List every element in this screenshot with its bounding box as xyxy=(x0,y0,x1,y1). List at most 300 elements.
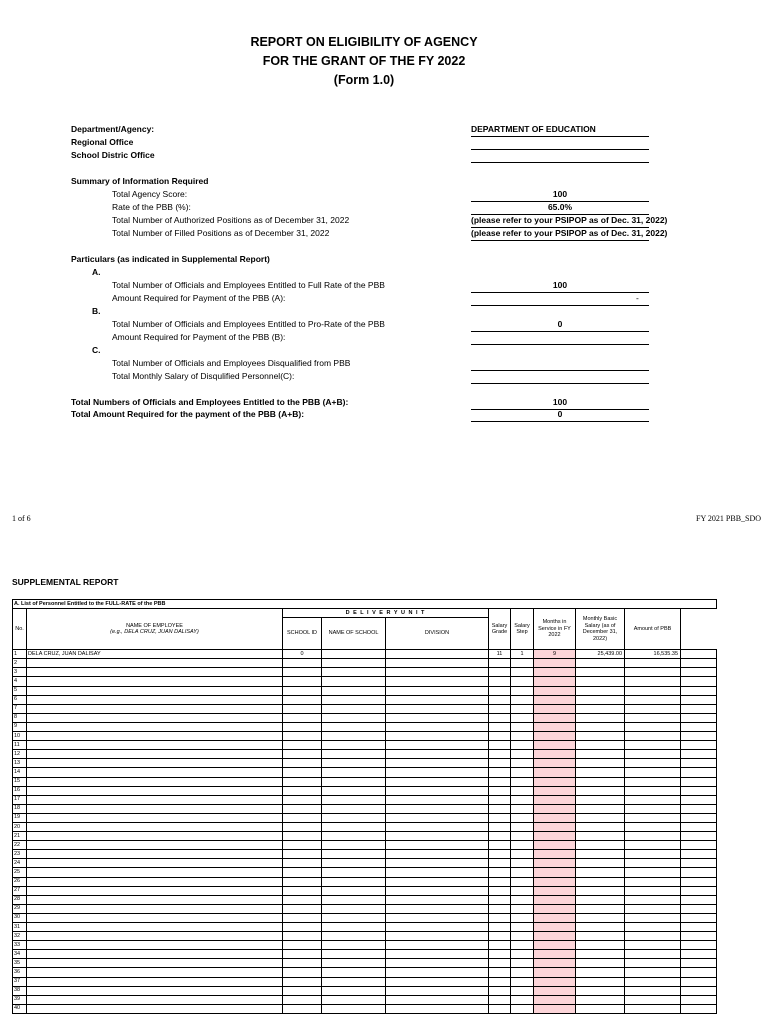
blank-cell xyxy=(681,941,717,950)
salary-step xyxy=(511,759,534,768)
monthly-salary xyxy=(576,668,625,677)
row-number: 10 xyxy=(13,732,27,741)
pbb-amount xyxy=(625,786,681,795)
table-row xyxy=(13,886,717,895)
salary-grade xyxy=(489,677,511,686)
employee-name xyxy=(27,813,283,822)
school-id xyxy=(283,677,322,686)
table-row xyxy=(13,850,717,859)
salary-step xyxy=(511,941,534,950)
pro-rate-amount-underline xyxy=(471,344,649,345)
school-name xyxy=(322,977,386,986)
school-name xyxy=(322,932,386,941)
monthly-salary xyxy=(576,1004,625,1013)
total-entitled-value: 100 xyxy=(552,397,568,407)
salary-step xyxy=(511,695,534,704)
salary-step xyxy=(511,859,534,868)
blank-cell xyxy=(681,704,717,713)
monthly-salary xyxy=(576,968,625,977)
school-id xyxy=(283,886,322,895)
blank-cell xyxy=(681,695,717,704)
division xyxy=(386,968,489,977)
school-name xyxy=(322,704,386,713)
months-in-service: 9 xyxy=(534,650,576,659)
table-row xyxy=(13,650,717,659)
table-row xyxy=(13,759,717,768)
blank-cell xyxy=(681,986,717,995)
monthly-salary xyxy=(576,950,625,959)
salary-step xyxy=(511,913,534,922)
months-in-service xyxy=(534,695,576,704)
blank-cell xyxy=(681,777,717,786)
school-id xyxy=(283,904,322,913)
school-id xyxy=(283,822,322,831)
months-in-service xyxy=(534,686,576,695)
salary-grade xyxy=(489,841,511,850)
pbb-amount xyxy=(625,704,681,713)
full-rate-amount-label: Amount Required for Payment of the PBB (A): xyxy=(112,293,286,303)
monthly-salary xyxy=(576,886,625,895)
pbb-amount xyxy=(625,777,681,786)
salary-step xyxy=(511,950,534,959)
pbb-amount xyxy=(625,859,681,868)
monthly-salary xyxy=(576,904,625,913)
salary-grade xyxy=(489,659,511,668)
school-id xyxy=(283,968,322,977)
division xyxy=(386,750,489,759)
pbb-amount xyxy=(625,759,681,768)
division xyxy=(386,677,489,686)
school-id xyxy=(283,932,322,941)
table-row xyxy=(13,959,717,968)
salary-grade xyxy=(489,722,511,731)
pbb-amount xyxy=(625,832,681,841)
table-row xyxy=(13,695,717,704)
row-number: 32 xyxy=(13,932,27,941)
salary-grade xyxy=(489,913,511,922)
table-row xyxy=(13,1004,717,1013)
months-in-service xyxy=(534,777,576,786)
months-in-service xyxy=(534,877,576,886)
pro-rate-amount-label: Amount Required for Payment of the PBB (B): xyxy=(112,332,286,342)
blank-cell xyxy=(681,895,717,904)
salary-step xyxy=(511,1004,534,1013)
salary-grade xyxy=(489,995,511,1004)
salary-grade xyxy=(489,1004,511,1013)
employee-name xyxy=(27,722,283,731)
school-id: 0 xyxy=(283,650,322,659)
months-in-service xyxy=(534,977,576,986)
salary-step xyxy=(511,822,534,831)
col-header-no: No. xyxy=(13,609,27,650)
table-row xyxy=(13,804,717,813)
school-name xyxy=(322,832,386,841)
full-rate-amount-underline xyxy=(471,305,649,306)
total-amount-value: 0 xyxy=(557,409,563,419)
section-a-heading: A. List of Personnel Entitled to the FULL-RATE of the PBB xyxy=(13,600,717,609)
employee-name xyxy=(27,777,283,786)
row-number: 9 xyxy=(13,722,27,731)
salary-step xyxy=(511,777,534,786)
division xyxy=(386,650,489,659)
row-number: 3 xyxy=(13,668,27,677)
monthly-salary xyxy=(576,959,625,968)
blank-cell xyxy=(681,959,717,968)
division xyxy=(386,741,489,750)
school-name xyxy=(322,768,386,777)
salary-step xyxy=(511,895,534,904)
salary-grade xyxy=(489,768,511,777)
table-body xyxy=(13,659,717,1014)
division xyxy=(386,886,489,895)
division xyxy=(386,813,489,822)
school-id xyxy=(283,759,322,768)
pbb-amount xyxy=(625,695,681,704)
summary-heading: Summary of Information Required xyxy=(71,176,209,186)
monthly-salary xyxy=(576,895,625,904)
salary-step xyxy=(511,750,534,759)
row-number: 29 xyxy=(13,904,27,913)
pbb-amount xyxy=(625,941,681,950)
blank-cell xyxy=(681,859,717,868)
regional-underline xyxy=(471,149,649,150)
school-id xyxy=(283,913,322,922)
pbb-amount xyxy=(625,659,681,668)
school-name xyxy=(322,750,386,759)
total-amount-underline xyxy=(471,421,649,422)
school-id xyxy=(283,995,322,1004)
pbb-amount: 16,535.35 xyxy=(625,650,681,659)
employee-name xyxy=(27,859,283,868)
salary-step xyxy=(511,732,534,741)
blank-cell xyxy=(681,923,717,932)
disqualified-salary-underline xyxy=(471,383,649,384)
school-id xyxy=(283,668,322,677)
salary-grade xyxy=(489,777,511,786)
division xyxy=(386,923,489,932)
supplemental-table xyxy=(12,599,717,1014)
employee-name xyxy=(27,904,283,913)
school-name xyxy=(322,923,386,932)
full-rate-count-underline xyxy=(471,292,649,293)
salary-grade xyxy=(489,859,511,868)
salary-step xyxy=(511,886,534,895)
months-in-service xyxy=(534,913,576,922)
row-number: 33 xyxy=(13,941,27,950)
form-number: (Form 1.0) xyxy=(333,73,395,87)
pbb-rate-label: Rate of the PBB (%): xyxy=(112,202,191,212)
school-id xyxy=(283,841,322,850)
school-name xyxy=(322,813,386,822)
division xyxy=(386,959,489,968)
school-name xyxy=(322,904,386,913)
row-number: 21 xyxy=(13,832,27,841)
salary-grade xyxy=(489,804,511,813)
salary-step xyxy=(511,659,534,668)
blank-cell xyxy=(681,850,717,859)
col-header-months: Months in Service in FY 2022 xyxy=(534,609,576,650)
months-in-service xyxy=(534,995,576,1004)
division xyxy=(386,722,489,731)
total-entitled-label: Total Numbers of Officials and Employees Entitled to the PBB (A+B): xyxy=(71,397,349,407)
salary-step xyxy=(511,677,534,686)
blank-cell xyxy=(681,668,717,677)
row-number: 7 xyxy=(13,704,27,713)
months-in-service xyxy=(534,713,576,722)
pbb-amount xyxy=(625,768,681,777)
salary-step xyxy=(511,932,534,941)
school-name xyxy=(322,695,386,704)
table-row xyxy=(13,659,717,668)
employee-name xyxy=(27,850,283,859)
months-in-service xyxy=(534,822,576,831)
months-in-service xyxy=(534,986,576,995)
monthly-salary xyxy=(576,677,625,686)
pro-rate-count-label: Total Number of Officials and Employees Entitled to Pro-Rate of the PBB xyxy=(112,319,385,329)
division xyxy=(386,822,489,831)
employee-name xyxy=(27,750,283,759)
months-in-service xyxy=(534,932,576,941)
school-id xyxy=(283,741,322,750)
salary-step xyxy=(511,832,534,841)
months-in-service xyxy=(534,759,576,768)
row-number: 16 xyxy=(13,786,27,795)
division xyxy=(386,695,489,704)
col-header-salary-step: Salary Step xyxy=(511,609,534,650)
school-name xyxy=(322,950,386,959)
monthly-salary xyxy=(576,713,625,722)
school-id xyxy=(283,777,322,786)
division xyxy=(386,704,489,713)
monthly-salary xyxy=(576,768,625,777)
employee-name xyxy=(27,986,283,995)
table-row xyxy=(13,977,717,986)
authorized-positions-value: (please refer to your PSIPOP as of Dec. 31, 2022) xyxy=(471,215,668,225)
school-name xyxy=(322,677,386,686)
pbb-amount xyxy=(625,886,681,895)
department-underline xyxy=(471,136,649,137)
school-name xyxy=(322,822,386,831)
school-id xyxy=(283,659,322,668)
row-number: 37 xyxy=(13,977,27,986)
salary-grade xyxy=(489,932,511,941)
row-number: 17 xyxy=(13,795,27,804)
months-in-service xyxy=(534,968,576,977)
col-header-division: DIVISION xyxy=(386,618,489,650)
school-id xyxy=(283,877,322,886)
table-row xyxy=(13,868,717,877)
school-id xyxy=(283,768,322,777)
pbb-amount xyxy=(625,722,681,731)
salary-grade xyxy=(489,759,511,768)
school-id xyxy=(283,713,322,722)
employee-name xyxy=(27,822,283,831)
division xyxy=(386,904,489,913)
school-name xyxy=(322,968,386,977)
pbb-amount xyxy=(625,677,681,686)
monthly-salary xyxy=(576,741,625,750)
table-row xyxy=(13,677,717,686)
salary-step xyxy=(511,741,534,750)
division xyxy=(386,995,489,1004)
school-district-label: School Distric Office xyxy=(71,150,155,160)
months-in-service xyxy=(534,732,576,741)
col-header-salary-grade: Salary Grade xyxy=(489,609,511,650)
row-number: 5 xyxy=(13,686,27,695)
employee-name xyxy=(27,923,283,932)
table-row xyxy=(13,750,717,759)
salary-step xyxy=(511,722,534,731)
months-in-service xyxy=(534,750,576,759)
division xyxy=(386,686,489,695)
salary-step xyxy=(511,868,534,877)
pbb-amount xyxy=(625,732,681,741)
monthly-salary xyxy=(576,759,625,768)
months-in-service xyxy=(534,704,576,713)
school-name xyxy=(322,868,386,877)
division xyxy=(386,713,489,722)
pbb-rate-value: 65.0% xyxy=(547,202,573,212)
months-in-service xyxy=(534,786,576,795)
school-id xyxy=(283,923,322,932)
school-id xyxy=(283,750,322,759)
pro-rate-count-underline xyxy=(471,331,649,332)
school-id xyxy=(283,1004,322,1013)
salary-grade xyxy=(489,732,511,741)
division xyxy=(386,877,489,886)
particulars-a-letter: A. xyxy=(92,267,101,277)
blank-cell xyxy=(681,877,717,886)
months-in-service xyxy=(534,813,576,822)
division xyxy=(386,1004,489,1013)
filled-positions-label: Total Number of Filled Positions as of December 31, 2022 xyxy=(112,228,330,238)
monthly-salary xyxy=(576,877,625,886)
supplemental-title: SUPPLEMENTAL REPORT xyxy=(12,577,119,587)
blank-cell xyxy=(681,813,717,822)
employee-name xyxy=(27,659,283,668)
school-name xyxy=(322,804,386,813)
report-title-line1: REPORT ON ELIGIBILITY OF AGENCY xyxy=(250,35,478,49)
table-row xyxy=(13,686,717,695)
school-name xyxy=(322,895,386,904)
blank-cell xyxy=(681,841,717,850)
col-header-school-id: SCHOOL ID xyxy=(283,618,322,650)
monthly-salary: 25,439.00 xyxy=(576,650,625,659)
employee-name: DELA CRUZ, JUAN DALISAY xyxy=(27,650,283,659)
row-number: 1 xyxy=(13,650,27,659)
monthly-salary xyxy=(576,859,625,868)
salary-grade xyxy=(489,968,511,977)
school-name xyxy=(322,759,386,768)
salary-grade xyxy=(489,959,511,968)
employee-name xyxy=(27,795,283,804)
monthly-salary xyxy=(576,704,625,713)
school-name xyxy=(322,741,386,750)
table-row xyxy=(13,786,717,795)
page-number: 1 of 6 xyxy=(12,514,31,523)
school-id xyxy=(283,959,322,968)
school-name xyxy=(322,941,386,950)
school-id xyxy=(283,732,322,741)
division xyxy=(386,932,489,941)
division xyxy=(386,986,489,995)
school-id xyxy=(283,704,322,713)
col-header-name-hint: (e.g., DELA CRUZ, JUAN DALISAY) xyxy=(110,629,199,636)
form-code: FY 2021 PBB_SDO xyxy=(696,514,762,523)
regional-office-label: Regional Office xyxy=(71,137,134,147)
row-number: 31 xyxy=(13,923,27,932)
particulars-b-letter: B. xyxy=(92,306,101,316)
school-name xyxy=(322,841,386,850)
salary-step xyxy=(511,813,534,822)
monthly-salary xyxy=(576,686,625,695)
salary-grade xyxy=(489,786,511,795)
blank-cell xyxy=(681,759,717,768)
table-row xyxy=(13,923,717,932)
salary-grade xyxy=(489,741,511,750)
salary-grade xyxy=(489,813,511,822)
col-header-name-text: NAME OF EMPLOYEE xyxy=(126,622,183,629)
blank-cell xyxy=(681,886,717,895)
monthly-salary xyxy=(576,932,625,941)
salary-grade xyxy=(489,713,511,722)
report-title-line2: FOR THE GRANT OF THE FY 2022 xyxy=(262,54,466,68)
months-in-service xyxy=(534,832,576,841)
col-header-amount: Amount of PBB xyxy=(625,609,681,650)
row-number: 13 xyxy=(13,759,27,768)
salary-grade xyxy=(489,795,511,804)
employee-name xyxy=(27,950,283,959)
row-number: 38 xyxy=(13,986,27,995)
full-rate-count-label: Total Number of Officials and Employees Entitled to Full Rate of the PBB xyxy=(112,280,385,290)
row-number: 35 xyxy=(13,959,27,968)
school-id xyxy=(283,832,322,841)
school-name xyxy=(322,777,386,786)
school-name xyxy=(322,713,386,722)
table-row xyxy=(13,932,717,941)
row-number: 40 xyxy=(13,1004,27,1013)
employee-name xyxy=(27,868,283,877)
table-row xyxy=(13,904,717,913)
salary-step xyxy=(511,959,534,968)
school-name xyxy=(322,959,386,968)
monthly-salary xyxy=(576,913,625,922)
employee-name xyxy=(27,732,283,741)
school-name xyxy=(322,786,386,795)
salary-grade xyxy=(489,941,511,950)
division xyxy=(386,977,489,986)
salary-grade xyxy=(489,977,511,986)
row-number: 11 xyxy=(13,741,27,750)
employee-name xyxy=(27,677,283,686)
table-row xyxy=(13,813,717,822)
table-row xyxy=(13,877,717,886)
months-in-service xyxy=(534,895,576,904)
table-row xyxy=(13,941,717,950)
school-name xyxy=(322,722,386,731)
months-in-service xyxy=(534,795,576,804)
school-name xyxy=(322,995,386,1004)
salary-step xyxy=(511,786,534,795)
months-in-service xyxy=(534,741,576,750)
table-row xyxy=(13,986,717,995)
monthly-salary xyxy=(576,659,625,668)
school-name xyxy=(322,986,386,995)
department-value: DEPARTMENT OF EDUCATION xyxy=(471,124,596,134)
school-id xyxy=(283,941,322,950)
months-in-service xyxy=(534,677,576,686)
monthly-salary xyxy=(576,986,625,995)
